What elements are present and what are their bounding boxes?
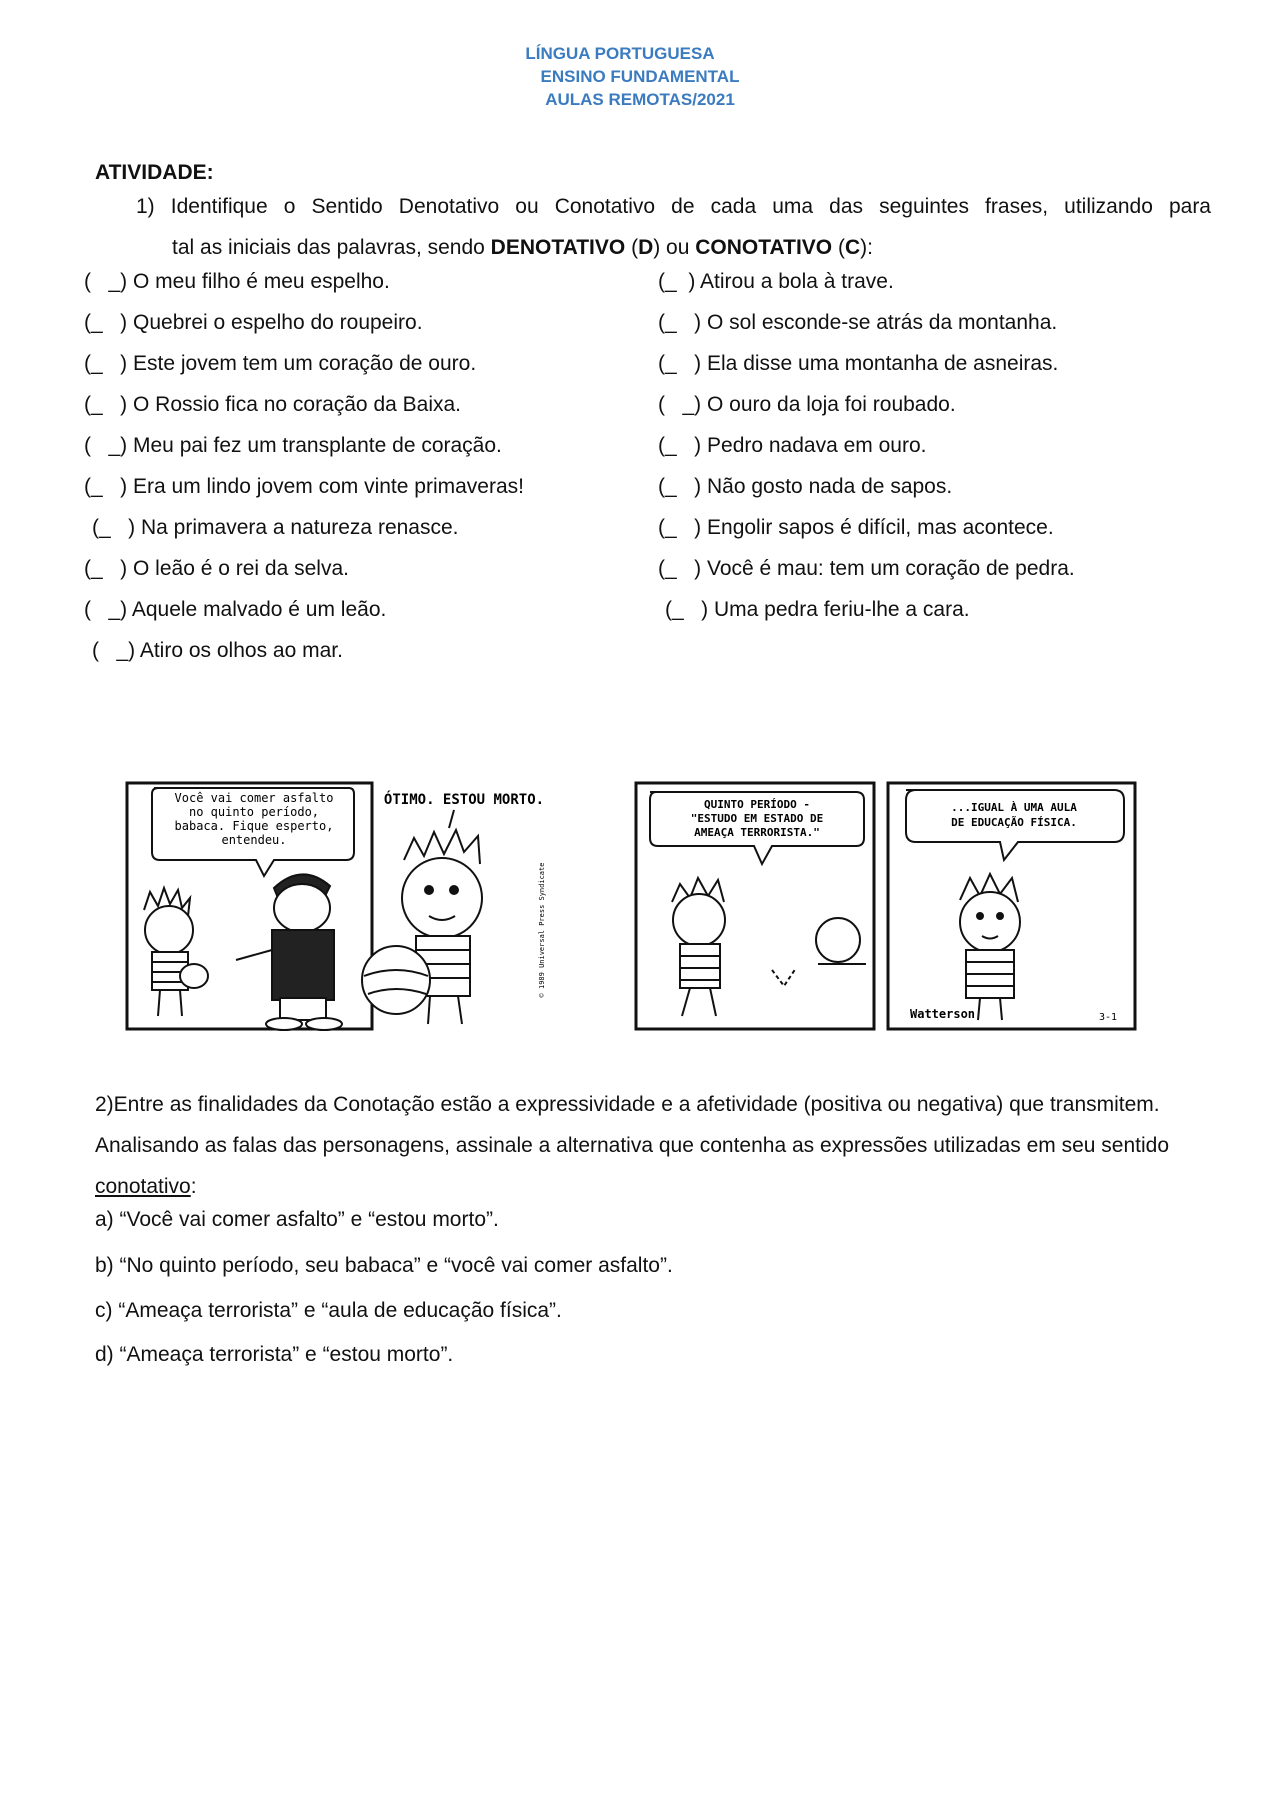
left-item: (_ ) Na primavera a natureza renasce. — [92, 516, 459, 539]
svg-text:© 1989 Universal Press Syndica: © 1989 Universal Press Syndicate — [538, 862, 546, 998]
question-1-line1: 1) Identifique o Sentido Denotativo ou Conotativo de cada uma das seguintes frases, utilizando para — [136, 195, 1211, 218]
left-item: ( _) Aquele malvado é um leão. — [84, 598, 387, 621]
comic-balloon-3-line: AMEAÇA TERRORISTA." — [694, 826, 820, 839]
comic-balloon-3-line: QUINTO PERÍODO - — [704, 798, 810, 811]
comic-panel-number: 3-1 — [1098, 1012, 1118, 1023]
right-item: (_ ) Pedro nadava em ouro. — [658, 434, 927, 457]
left-item: ( _) Atiro os olhos ao mar. — [92, 639, 343, 662]
activity-title: ATIVIDADE: — [95, 161, 214, 184]
option-a: a) “Você vai comer asfalto” e “estou morto”. — [95, 1208, 499, 1231]
question-2: 2)Entre as finalidades da Conotação estão a expressividade e a afetividade (positiva ou negativa) que transmitem. Analisando as falas das personagens, assinale a alternativa que contenha as expressões utilizadas em seu sentido conotativo: — [95, 1093, 1170, 1198]
comic-balloon-3-line: "ESTUDO EM ESTADO DE — [690, 812, 824, 825]
left-item: (_ ) O Rossio fica no coração da Baixa. — [84, 393, 462, 416]
header-level: ENSINO FUNDAMENTAL — [540, 67, 740, 86]
comic-balloon-1-line: entendeu. — [221, 833, 287, 847]
ball-icon — [816, 918, 860, 962]
right-item: (_ ) Atirou a bola à trave. — [658, 270, 894, 293]
right-item: (_ ) Não gosto nada de sapos. — [658, 475, 953, 498]
comic-strip — [124, 780, 1138, 1032]
comic-balloon-1-line: Você vai comer asfalto — [174, 791, 334, 805]
option-d: d) “Ameaça terrorista” e “estou morto”. — [95, 1343, 454, 1366]
left-item: (_ ) Era um lindo jovem com vinte primaveras! — [84, 475, 524, 498]
comic-balloon-4-line: DE EDUCAÇÃO FÍSICA. — [951, 816, 1077, 829]
comic-balloon-4-line: ...IGUAL À UMA AULA — [951, 801, 1077, 814]
right-item: (_ ) Ela disse uma montanha de asneiras. — [658, 352, 1059, 375]
right-item: (_ ) Uma pedra feriu-lhe a cara. — [665, 598, 970, 621]
right-item: ( _) O ouro da loja foi roubado. — [658, 393, 956, 416]
left-item: (_ ) O leão é o rei da selva. — [84, 557, 349, 580]
header-term: AULAS REMOTAS/2021 — [545, 90, 735, 109]
left-item: (_ ) Este jovem tem um coração de ouro. — [84, 352, 477, 375]
artist-signature: Watterson — [910, 1007, 976, 1021]
option-c: c) “Ameaça terrorista” e “aula de educação física”. — [95, 1299, 562, 1322]
question-1-line2: tal as iniciais das palavras, sendo DENOTATIVO (D) ou CONOTATIVO (C): — [172, 236, 873, 259]
left-item: ( _) Meu pai fez um transplante de coração. — [84, 434, 502, 457]
option-b: b) “No quinto período, seu babaca” e “você vai comer asfalto”. — [95, 1254, 673, 1277]
comic-balloon-1-line: babaca. Fique esperto, — [174, 819, 334, 833]
comic-caption-2: ÓTIMO. ESTOU MORTO. — [383, 792, 545, 808]
right-item: (_ ) Você é mau: tem um coração de pedra. — [658, 557, 1075, 580]
comic-balloon-1-line: no quinto período, — [188, 805, 320, 819]
right-item: (_ ) Engolir sapos é difícil, mas acontece. — [658, 516, 1054, 539]
header-subject: LÍNGUA PORTUGUESA — [525, 44, 715, 63]
right-item: (_ ) O sol esconde-se atrás da montanha. — [658, 311, 1058, 334]
left-item: ( _) O meu filho é meu espelho. — [84, 270, 390, 293]
left-item: (_ ) Quebrei o espelho do roupeiro. — [84, 311, 423, 334]
document-header — [0, 42, 1280, 111]
